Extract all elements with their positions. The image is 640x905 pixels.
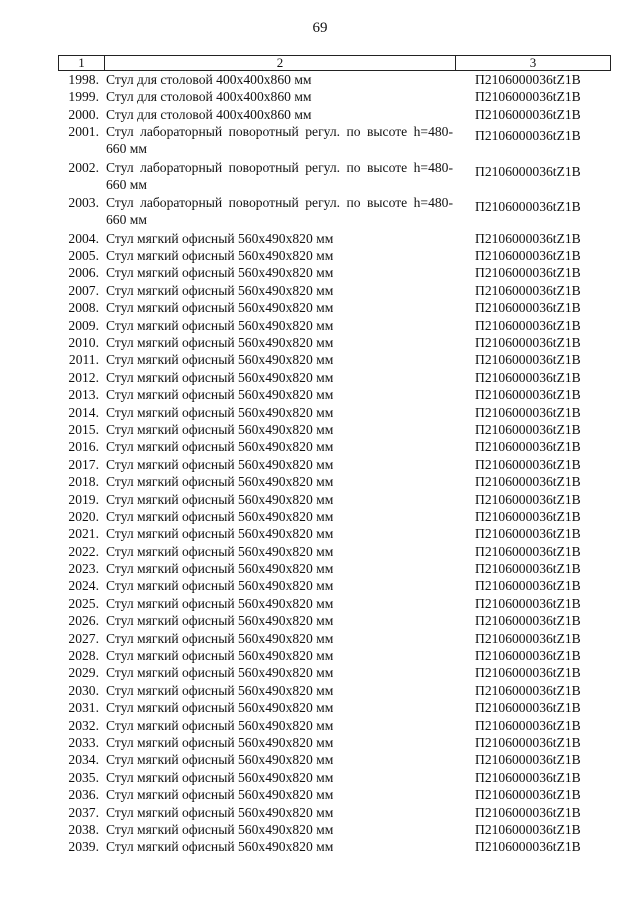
item-description: Стул мягкий офисный 560x490x820 мм [106,248,334,264]
item-description: Стул мягкий офисный 560x490x820 мм [106,335,334,351]
item-description: Стул мягкий офисный 560x490x820 мм [106,439,334,455]
item-description: Стул лабораторный поворотный регул. по высоте h=480-660 мм [106,159,453,192]
item-description: Стул мягкий офисный 560x490x820 мм [106,578,334,594]
table-row [58,525,611,542]
table-row [58,438,611,455]
item-code: П2106000036tZ1B [475,700,581,716]
item-code: П2106000036tZ1B [475,491,581,507]
item-code: П2106000036tZ1B [475,752,581,768]
row-number: 2009. [68,317,99,333]
table-row [58,491,611,508]
row-number: 2024. [68,578,99,594]
item-description: Стул мягкий офисный 560x490x820 мм [106,491,334,507]
item-code: П2106000036tZ1B [475,665,581,681]
item-code: П2106000036tZ1B [475,839,581,855]
table-row [58,194,611,230]
row-number: 1998. [68,72,99,87]
item-description: Стул мягкий офисный 560x490x820 мм [106,665,334,681]
table-row [58,88,611,105]
item-description: Стул мягкий офисный 560x490x820 мм [106,508,334,524]
item-code: П2106000036tZ1B [475,735,581,750]
row-number: 2013. [68,387,99,403]
item-code: П2106000036tZ1B [475,352,581,368]
item-code: П2106000036tZ1B [475,561,581,577]
row-number: 2031. [68,700,99,716]
row-number: 2021. [68,526,99,542]
row-number: 2003. [68,195,99,211]
item-code: П2106000036tZ1B [475,335,581,351]
item-description: Стул мягкий офисный 560x490x820 мм [106,282,334,298]
table-row [58,560,611,577]
item-code: П2106000036tZ1B [475,282,581,298]
table-row [58,247,611,264]
row-number: 2011. [68,352,99,368]
table-row [58,386,611,403]
table-row [58,577,611,594]
table-row [58,473,611,490]
page-number: 69 [312,20,328,36]
row-number: 2025. [68,595,99,611]
item-description: Стул мягкий офисный 560x490x820 мм [106,630,334,646]
table-row [58,123,611,159]
item-code: П2106000036tZ1B [475,265,581,281]
table-row [58,699,611,716]
row-number: 2026. [68,613,99,629]
row-number: 2002. [68,159,99,175]
item-description: Стул мягкий офисный 560x490x820 мм [106,456,334,472]
row-number: 2001. [68,124,99,140]
item-code: П2106000036tZ1B [475,682,581,698]
table-row [58,106,611,123]
row-number: 2037. [68,804,99,820]
item-description: Стул мягкий офисный 560x490x820 мм [106,613,334,629]
item-description: Стул мягкий офисный 560x490x820 мм [106,474,334,490]
item-code: П2106000036tZ1B [475,474,581,490]
row-number: 2027. [68,630,99,646]
table-row [58,317,611,334]
item-code: П2106000036tZ1B [475,526,581,542]
row-number: 2004. [68,230,99,246]
item-code: П2106000036tZ1B [475,404,581,420]
item-code: П2106000036tZ1B [475,769,581,785]
table-row [58,351,611,368]
item-description: Стул мягкий офисный 560x490x820 мм [106,421,334,437]
row-number: 2020. [68,508,99,524]
table-row [58,264,611,281]
item-description: Стул мягкий офисный 560x490x820 мм [106,787,334,803]
item-code: П2106000036tZ1B [475,128,581,144]
row-number: 2007. [68,282,99,298]
item-description: Стул лабораторный поворотный регул. по высоте h=480-660 мм [106,195,453,228]
row-number: 2016. [68,439,99,455]
table-row [58,769,611,786]
table-row [58,682,611,699]
table-row [58,543,611,560]
row-number: 2014. [68,404,99,420]
item-code: П2106000036tZ1B [475,89,581,105]
item-description: Стул мягкий офисный 560x490x820 мм [106,769,334,785]
table-row [58,612,611,629]
item-code: П2106000036tZ1B [475,199,581,215]
item-code: П2106000036tZ1B [475,439,581,455]
row-number: 2017. [68,456,99,472]
item-code: П2106000036tZ1B [475,508,581,524]
table-row [58,71,611,88]
row-number: 1999. [68,89,99,105]
item-code: П2106000036tZ1B [475,543,581,559]
table-row [58,159,611,195]
table-header [58,55,611,71]
item-description: Стул мягкий офисный 560x490x820 мм [106,352,334,368]
item-description: Стул мягкий офисный 560x490x820 мм [106,700,334,716]
item-code: П2106000036tZ1B [475,300,581,316]
table-row [58,299,611,316]
table-row [58,734,611,751]
row-number: 2019. [68,491,99,507]
table-body [58,71,611,856]
row-number: 2036. [68,787,99,803]
item-code: П2106000036tZ1B [475,595,581,611]
table-row [58,664,611,681]
item-code: П2106000036tZ1B [475,787,581,803]
table-row [58,282,611,299]
row-number: 2039. [68,839,99,855]
item-code: П2106000036tZ1B [475,106,581,122]
row-number: 2018. [68,474,99,490]
item-description: Стул мягкий офисный 560x490x820 мм [106,839,334,855]
table-row [58,404,611,421]
item-description: Стул для столовой 400x400x860 мм [106,106,312,122]
row-number: 2029. [68,665,99,681]
item-description: Стул мягкий офисный 560x490x820 мм [106,682,334,698]
item-code: П2106000036tZ1B [475,717,581,733]
table-row [58,508,611,525]
row-number: 2038. [68,821,99,837]
item-code: П2106000036tZ1B [475,648,581,664]
item-description: Стул мягкий офисный 560x490x820 мм [106,230,334,246]
table-row [58,630,611,647]
row-number: 2032. [68,717,99,733]
item-description: Стул мягкий офисный 560x490x820 мм [106,387,334,403]
table-row [58,230,611,247]
table-row [58,595,611,612]
item-description: Стул мягкий офисный 560x490x820 мм [106,752,334,768]
item-code: П2106000036tZ1B [475,369,581,385]
row-number: 2034. [68,752,99,768]
table-row [58,717,611,734]
table-row [58,804,611,821]
item-description: Стул лабораторный поворотный регул. по высоте h=480-660 мм [106,124,453,157]
table-row [58,751,611,768]
row-number: 2010. [68,335,99,351]
row-number: 2023. [68,561,99,577]
item-code: П2106000036tZ1B [475,317,581,333]
row-number: 2015. [68,421,99,437]
row-number: 2006. [68,265,99,281]
table-row [58,456,611,473]
item-description: Стул для столовой 400x400x860 мм [106,72,312,87]
table-row [58,821,611,838]
table-row [58,421,611,438]
item-description: Стул мягкий офисный 560x490x820 мм [106,300,334,316]
row-number: 2022. [68,543,99,559]
item-description: Стул мягкий офисный 560x490x820 мм [106,595,334,611]
table-row [58,369,611,386]
column-header-2: 2 [105,56,456,70]
item-description: Стул мягкий офисный 560x490x820 мм [106,561,334,577]
item-code: П2106000036tZ1B [475,630,581,646]
row-number: 2012. [68,369,99,385]
table-row [58,334,611,351]
item-description: Стул мягкий офисный 560x490x820 мм [106,821,334,837]
item-code: П2106000036tZ1B [475,456,581,472]
row-number: 2008. [68,300,99,316]
table-row [58,786,611,803]
item-code: П2106000036tZ1B [475,230,581,246]
item-description: Стул мягкий офисный 560x490x820 мм [106,369,334,385]
item-code: П2106000036tZ1B [475,613,581,629]
item-description: Стул мягкий офисный 560x490x820 мм [106,648,334,664]
item-description: Стул мягкий офисный 560x490x820 мм [106,717,334,733]
item-description: Стул для столовой 400x400x860 мм [106,89,312,105]
row-number: 2000. [68,106,99,122]
column-header-1: 1 [58,56,105,70]
item-code: П2106000036tZ1B [475,821,581,837]
item-code: П2106000036tZ1B [475,248,581,264]
item-description: Стул мягкий офисный 560x490x820 мм [106,526,334,542]
item-description: Стул мягкий офисный 560x490x820 мм [106,317,334,333]
item-description: Стул мягкий офисный 560x490x820 мм [106,543,334,559]
table-row [58,647,611,664]
item-code: П2106000036tZ1B [475,421,581,437]
row-number: 2035. [68,769,99,785]
row-number: 2033. [68,735,99,750]
item-description: Стул мягкий офисный 560x490x820 мм [106,804,334,820]
item-code: П2106000036tZ1B [475,72,581,87]
item-code: П2106000036tZ1B [475,163,581,179]
row-number: 2028. [68,648,99,664]
item-description: Стул мягкий офисный 560x490x820 мм [106,265,334,281]
item-code: П2106000036tZ1B [475,387,581,403]
row-number: 2030. [68,682,99,698]
column-header-3: 3 [456,56,611,70]
item-description: Стул мягкий офисный 560x490x820 мм [106,735,334,750]
row-number: 2005. [68,248,99,264]
item-code: П2106000036tZ1B [475,578,581,594]
item-code: П2106000036tZ1B [475,804,581,820]
item-description: Стул мягкий офисный 560x490x820 мм [106,404,334,420]
table-row [58,838,611,855]
